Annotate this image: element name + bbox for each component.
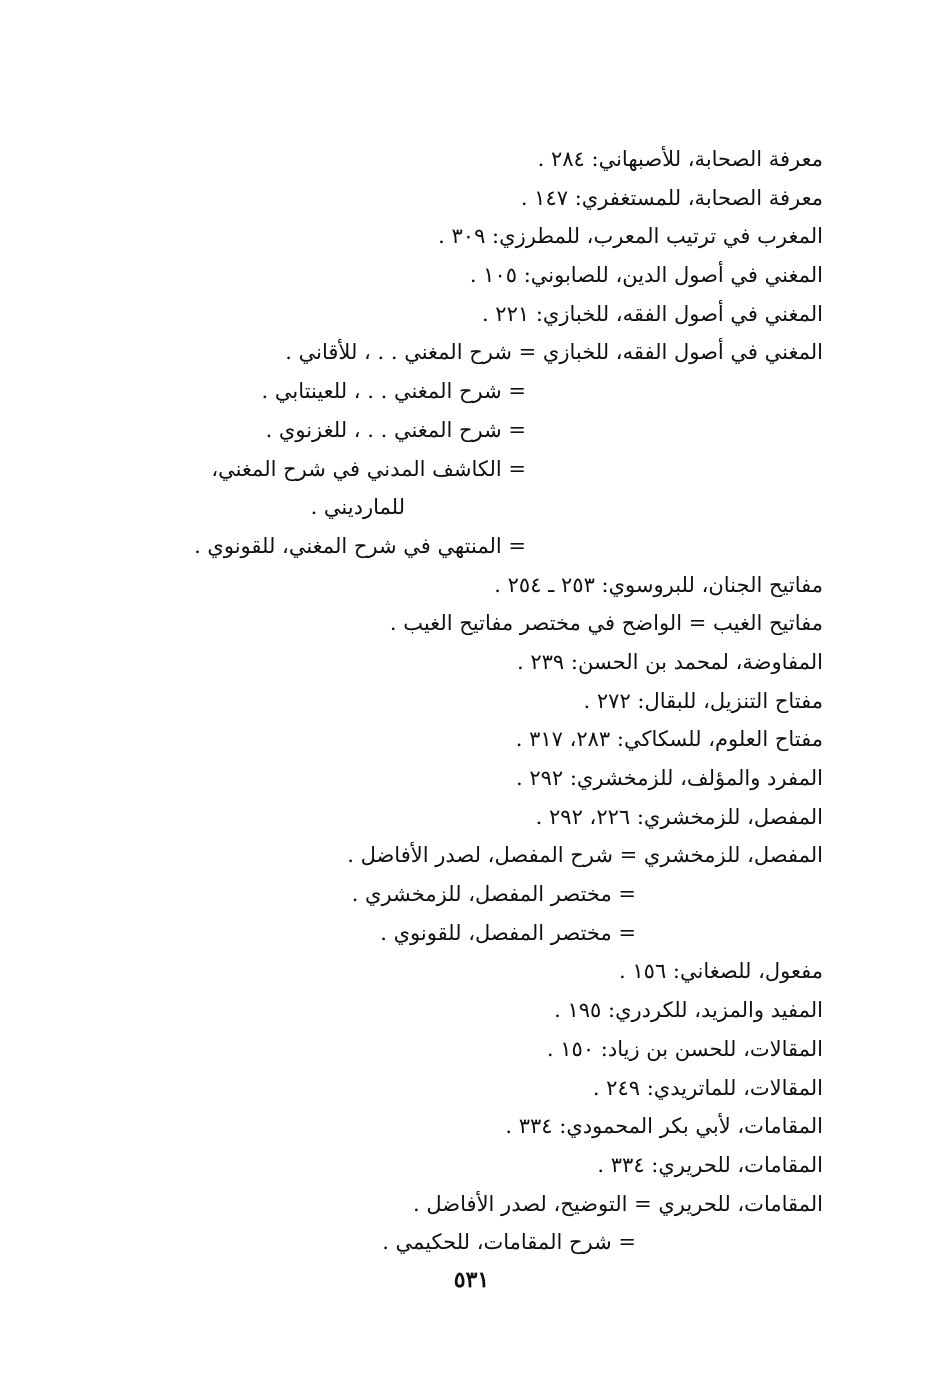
index-subentry: = مختصر المفصل، للزمخشري . bbox=[351, 882, 636, 907]
index-subentry-continuation: للمارديني . bbox=[310, 495, 405, 520]
index-entry: مفاتيح الجنان، للبروسوي: ٢٥٣ ـ ٢٥٤ . bbox=[494, 572, 823, 597]
index-entry: المفيد والمزيد، للكردري: ١٩٥ . bbox=[554, 998, 823, 1023]
index-entry: المقامات، للحريري = التوضيح، لصدر الأفاضل . bbox=[413, 1191, 823, 1216]
index-entries bbox=[103, 140, 823, 1262]
index-subentry: = الكاشف المدني في شرح المغني، bbox=[211, 456, 526, 481]
index-entry: مفتاح التنزيل، للبقال: ٢٧٢ . bbox=[583, 688, 823, 713]
index-entry: المغني في أصول الدين، للصابوني: ١٠٥ . bbox=[469, 263, 823, 288]
index-subentry: = المنتهي في شرح المغني، للقونوي . bbox=[194, 533, 526, 558]
index-entry: مفاتيح الغيب = الواضح في مختصر مفاتيح الغيب . bbox=[389, 611, 823, 636]
index-entry: مفتاح العلوم، للسكاكي: ٢٨٣، ٣١٧ . bbox=[515, 727, 823, 752]
index-entry: المقالات، للماتريدي: ٢٤٩ . bbox=[592, 1075, 823, 1100]
index-entry: المفصل، للزمخشري: ٢٢٦، ٢٩٢ . bbox=[535, 804, 823, 829]
index-entry: المفرد والمؤلف، للزمخشري: ٢٩٢ . bbox=[515, 766, 823, 790]
index-entry: المقامات، لأبي بكر المحمودي: ٣٣٤ . bbox=[505, 1114, 823, 1139]
index-entry: المغني في أصول الفقه، للخبازي = شرح المغني . . ، للأقاني . bbox=[285, 340, 823, 365]
index-entry: المفصل، للزمخشري = شرح المفصل، لصدر الأفاضل . bbox=[347, 843, 823, 868]
index-entry: معرفة الصحابة، للأصبهاني: ٢٨٤ . bbox=[537, 147, 823, 171]
index-subentry: = مختصر المفصل، للقونوي . bbox=[380, 920, 636, 945]
index-subentry: = شرح المقامات، للحكيمي . bbox=[382, 1230, 636, 1255]
page-number: ٥٣١ bbox=[453, 1267, 490, 1293]
index-subentry: = شرح المغني . . ، للغزنوي . bbox=[265, 417, 526, 442]
index-entry: المغرب في ترتيب المعرب، للمطرزي: ٣٠٩ . bbox=[438, 224, 823, 249]
index-entry: معرفة الصحابة، للمستغفري: ١٤٧ . bbox=[520, 185, 823, 210]
index-subentry: = شرح المغني . . ، للعينتابي . bbox=[261, 379, 526, 404]
index-entry: المغني في أصول الفقه، للخبازي: ٢٢١ . bbox=[481, 301, 823, 326]
index-entry: المفاوضة، لمحمد بن الحسن: ٢٣٩ . bbox=[517, 649, 823, 674]
index-entry: المقالات، للحسن بن زياد: ١٥٠ . bbox=[546, 1036, 823, 1061]
index-entry: المقامات، للحريري: ٣٣٤ . bbox=[597, 1152, 823, 1177]
index-entry: مفعول، للصغاني: ١٥٦ . bbox=[619, 959, 823, 984]
